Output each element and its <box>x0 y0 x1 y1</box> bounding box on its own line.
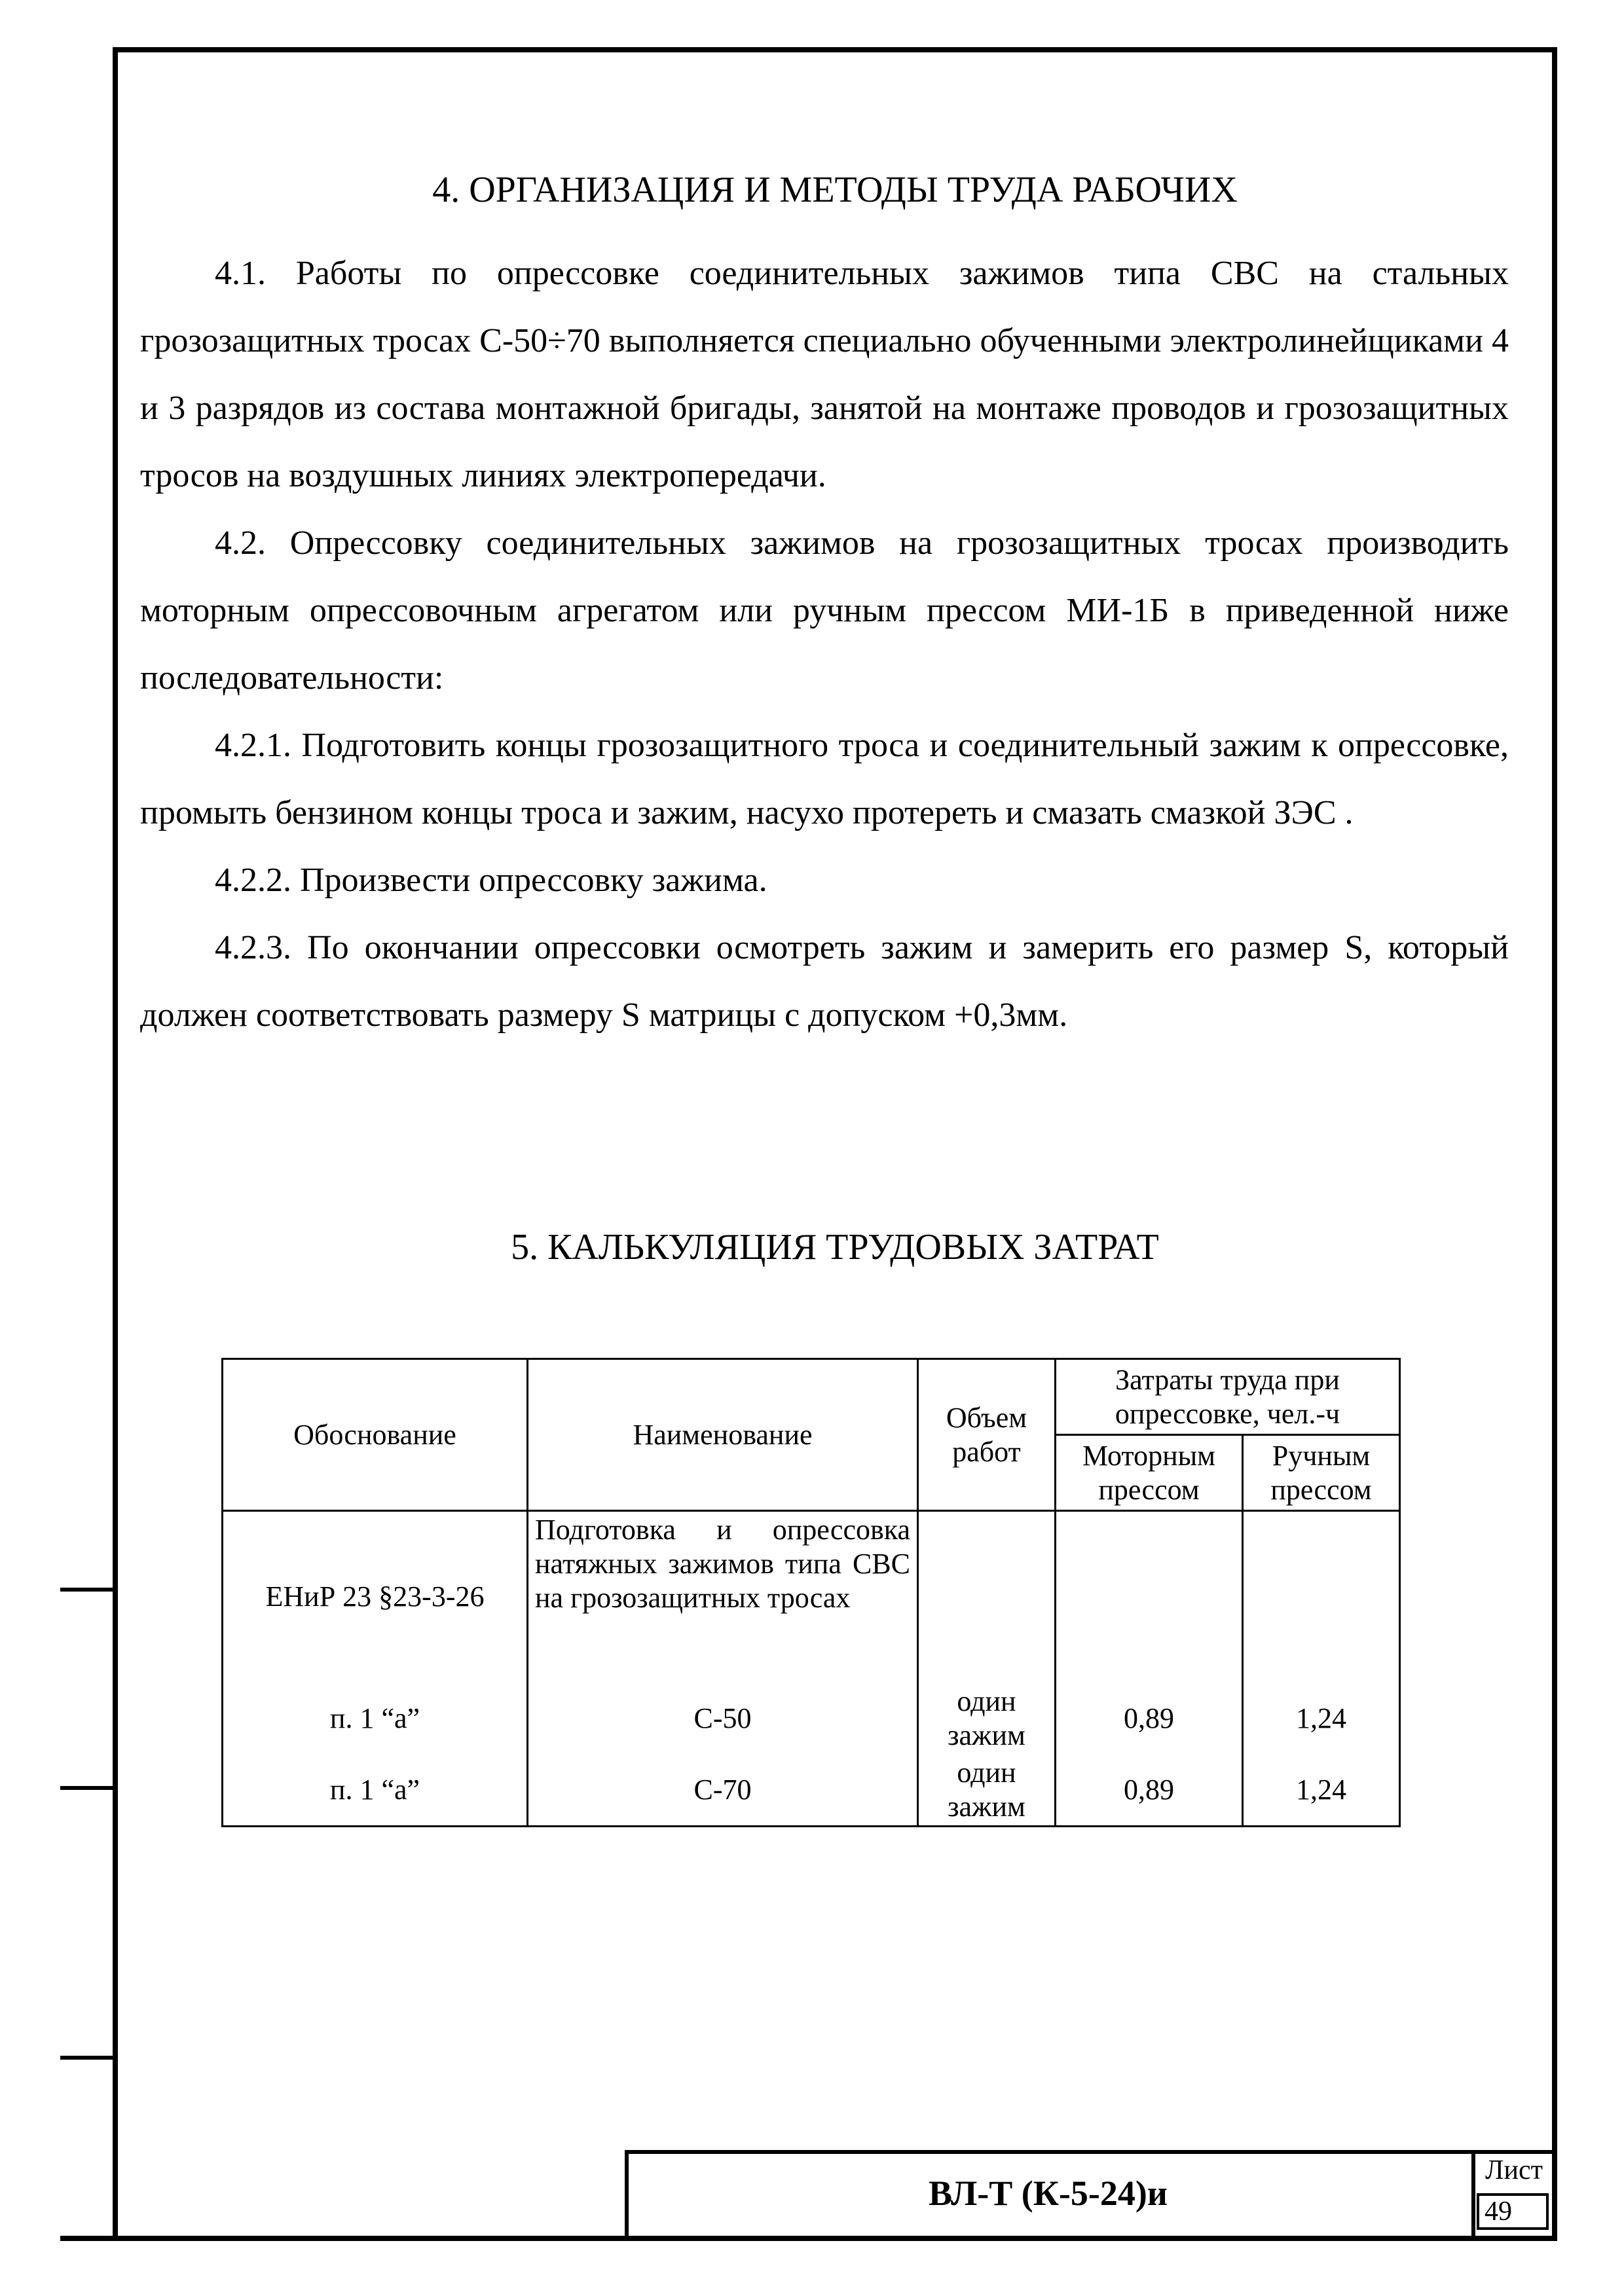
table-row <box>223 1511 1400 1683</box>
table-row <box>223 1683 1400 1755</box>
document-code: ВЛ-Т (К-5-24)и <box>929 2173 1168 2213</box>
sheet-number: 49 <box>1477 2193 1549 2230</box>
cell-motor: 0,89 <box>1056 1755 1243 1827</box>
sheet-label: Лист <box>1485 2155 1543 2185</box>
frame-bottom-line <box>60 2236 1557 2241</box>
header-name: Наименование <box>528 1359 918 1511</box>
cell-basis: п. 1 “а” <box>223 1755 528 1827</box>
cell-volume <box>918 1511 1056 1683</box>
margin-tick <box>60 1588 118 1592</box>
cell-name: Подготовка и опрессовка натяжных зажимов типа СВС на грозозащитных тросах <box>528 1511 918 1683</box>
paragraph-4-2-1: 4.2.1. Подготовить концы грозозащитного троса и соединительный зажим к опрессовке, промыть бензином концы троса и зажим, насухо протереть и смазать смазкой ЗЭС . <box>140 727 1509 831</box>
header-basis: Обоснование <box>223 1359 528 1511</box>
cell-name: С-70 <box>528 1755 918 1827</box>
cell-name: С-50 <box>528 1683 918 1755</box>
cell-basis: ЕНиР 23 §23-3-26 <box>223 1511 528 1683</box>
cell-motor <box>1056 1511 1243 1683</box>
header-volume: Объем работ <box>918 1359 1056 1511</box>
labor-calculation-table <box>221 1358 1401 1827</box>
section-4-heading: 4. ОРГАНИЗАЦИЯ И МЕТОДЫ ТРУДА РАБОЧИХ <box>432 170 1238 210</box>
cell-volume: один зажим <box>918 1755 1056 1827</box>
margin-tick <box>60 1786 118 1790</box>
header-motor-press: Моторным прессом <box>1056 1435 1243 1511</box>
section-5-heading: 5. КАЛЬКУЛЯЦИЯ ТРУДОВЫХ ЗАТРАТ <box>511 1227 1159 1267</box>
cell-manual: 1,24 <box>1243 1755 1400 1827</box>
cell-manual <box>1243 1511 1400 1683</box>
cell-manual: 1,24 <box>1243 1683 1400 1755</box>
paragraph-4-2-2: 4.2.2. Произвести опрессовку зажима. <box>215 862 767 899</box>
margin-tick <box>60 2056 118 2060</box>
cell-basis: п. 1 “а” <box>223 1683 528 1755</box>
table-row <box>223 1755 1400 1827</box>
cell-volume: один зажим <box>918 1683 1056 1755</box>
paragraph-4-2: 4.2. Опрессовку соединительных зажимов на грозозащитных тросах производить моторным опрессовочным агрегатом или ручным прессом МИ-1Б в приведенной ниже последовательности: <box>140 524 1509 697</box>
cell-motor: 0,89 <box>1056 1683 1243 1755</box>
paragraph-4-2-3: 4.2.3. По окончании опрессовки осмотреть зажим и замерить его размер S, который должен соответствовать размеру S матрицы с допуском +0,3мм. <box>140 929 1509 1034</box>
section-4-body <box>140 240 1509 1049</box>
header-labor-costs: Затраты труда при опрессовке, чел.-ч <box>1056 1359 1400 1435</box>
header-manual-press: Ручным прессом <box>1243 1435 1400 1511</box>
paragraph-4-1: 4.1. Работы по опрессовке соединительных зажимов типа СВС на стальных грозозащитных тросах С-50÷70 выполняется специально обученными электролинейщиками 4 и 3 разрядов из состава монтажной бригады, занятой на монтаже проводов и грозозащитных тросов на воздушных линиях электропередачи. <box>140 255 1509 494</box>
